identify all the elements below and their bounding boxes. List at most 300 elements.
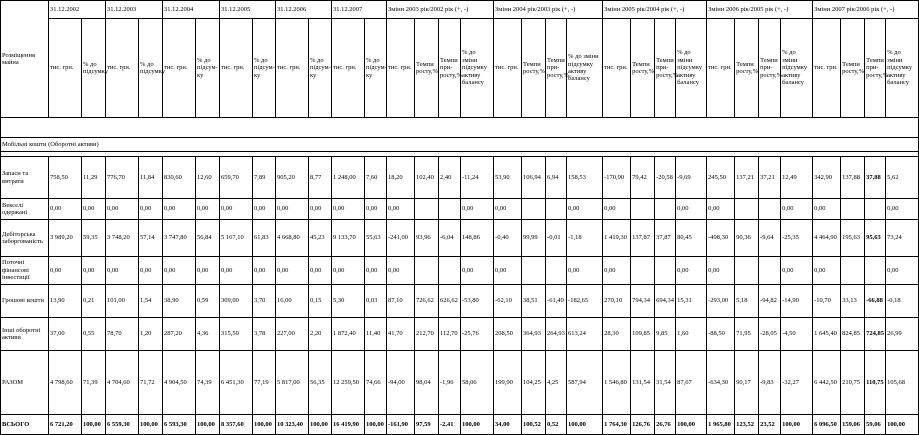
table-cell: 212,70 [415,318,439,351]
table-cell: 0,00 [276,199,309,220]
change-sub-header: Темпи росту,% [735,19,759,118]
table-cell: 0,52 [546,415,567,435]
change-sub-header: тис. грн. [813,19,841,118]
table-cell: 0,00 [494,199,522,220]
year-header-2: 31.12.2003 [106,1,163,19]
table-cell: 0,00 [886,257,919,285]
table-cell: 6 096,50 [813,415,841,435]
table-cell: 71,95 [735,318,759,351]
table-cell: 6 721,20 [49,415,82,435]
table-cell: 57,14 [139,220,163,257]
table-cell: 0,00 [567,257,603,285]
table-cell: -62,10 [494,285,522,318]
table-cell: 3 748,20 [106,220,139,257]
table-row [1,351,919,415]
year-sub-amount: тис. грн. [332,19,365,118]
table-cell: 97,59 [415,415,439,435]
table-cell: 364,93 [522,318,546,351]
row-label: Поточні фінансові інвестиції [1,257,49,285]
table-cell: 126,76 [631,415,655,435]
table-cell: 726,62 [415,285,439,318]
table-cell: 123,52 [735,415,759,435]
table-cell: 0,00 [309,257,332,285]
table-cell: 59,35 [82,220,106,257]
table-cell: -1,96 [439,351,461,415]
change-sub-header: Темпи при-росту,% [546,19,567,118]
year-header-1: 31.12.2002 [49,1,106,19]
table-cell: 587,94 [567,351,603,415]
table-cell: 309,00 [220,285,253,318]
table-cell: 13,90 [49,285,82,318]
table-cell: 0,00 [365,199,387,220]
row-label: Запаси та витрати [1,157,49,199]
table-cell: -0,40 [494,220,522,257]
table-cell [841,257,865,285]
table-cell: 37,21 [759,157,781,199]
table-cell: 0,00 [494,257,522,285]
table-cell [631,199,655,220]
table-cell: -9,64 [759,220,781,257]
year-header-4: 31.12.2005 [220,1,276,19]
table-cell: 626,62 [439,285,461,318]
table-cell: 0,00 [676,257,707,285]
table-cell: 23,52 [759,415,781,435]
table-cell: 5 167,10 [220,220,253,257]
table-cell: 11,29 [82,157,106,199]
table-cell: 110,75 [865,351,886,415]
table-cell: 37,88 [865,157,886,199]
table-cell: 78,70 [106,318,139,351]
table-cell: 0,03 [365,285,387,318]
table-cell: 0,00 [139,257,163,285]
table-cell: 0,00 [603,257,631,285]
table-cell: 0,00 [253,257,276,285]
table-cell: 905,20 [276,157,309,199]
table-cell: 9,85 [655,318,676,351]
table-cell: 148,86 [461,220,494,257]
table-cell: 137,88 [841,157,865,199]
table-row [1,157,919,199]
table-cell: 270,10 [603,285,631,318]
table-cell: 0,00 [813,199,841,220]
table-cell: 98,04 [415,351,439,415]
table-cell: -10,70 [813,285,841,318]
table-cell: -0,18 [886,285,919,318]
table-cell: 0,00 [49,199,82,220]
change-sub-header: Темпи при-росту,% [655,19,676,118]
year-header-3: 31.12.2004 [163,1,220,19]
table-cell: -4,50 [781,318,813,351]
table-cell [865,199,886,220]
table-cell: 7,89 [253,157,276,199]
table-cell [522,257,546,285]
table-cell: 0,00 [707,199,735,220]
year-sub-amount: тис. грн. [106,19,139,118]
table-cell [631,257,655,285]
row-label: Дебіторська заборгованість [1,220,49,257]
table-cell: 100,00 [781,415,813,435]
table-cell: 45,23 [309,220,332,257]
change-header-2: Зміни 2004 рік/2003 рік (+, -) [494,1,603,19]
table-cell: 77,19 [253,351,276,415]
year-header-6: 31.12.2007 [332,1,387,19]
table-cell: 4,25 [546,351,567,415]
table-cell: 0,00 [781,199,813,220]
table-cell: -293,00 [707,285,735,318]
table-cell: 342,90 [813,157,841,199]
table-cell: -28,05 [759,318,781,351]
table-row [1,285,919,318]
table-row [1,220,919,257]
year-sub-amount: тис. грн. [220,19,253,118]
table-cell [735,199,759,220]
table-cell: -1,18 [567,220,603,257]
table-cell: -20,58 [655,157,676,199]
table-cell: 2,20 [309,318,332,351]
table-cell [415,199,439,220]
table-cell: 5,30 [332,285,365,318]
table-cell: 159,06 [841,415,865,435]
table-cell: -9,69 [676,157,707,199]
table-cell: 0,00 [387,199,415,220]
table-cell: 99,99 [522,220,546,257]
table-cell: 0,00 [365,257,387,285]
table-cell: 8 357,60 [220,415,253,435]
table-cell: -161,90 [387,415,415,435]
table-cell: 694,34 [655,285,676,318]
year-sub-amount: тис. грн. [276,19,309,118]
year-sub-percent: % до підсум-ку [253,19,276,118]
table-cell: 100,00 [82,415,106,435]
table-cell: -498,30 [707,220,735,257]
table-cell: 38,90 [163,285,196,318]
table-cell: 106,94 [522,157,546,199]
table-cell: 100,00 [309,415,332,435]
table-cell: 6 559,30 [106,415,139,435]
table-cell: -32,27 [781,351,813,415]
table-cell: 100,00 [567,415,603,435]
table-cell: 11,84 [139,157,163,199]
year-sub-percent: % до підсум-ку [196,19,220,118]
table-cell: 37,00 [49,318,82,351]
table-cell: 11,40 [365,318,387,351]
year-sub-percent: % до підсумку [82,19,106,118]
change-sub-header: % до зміни підсумку активу балансу [567,19,603,118]
table-cell: -25,35 [781,220,813,257]
header-spacer-row [1,118,919,138]
change-sub-header: % до зміни підсумку активу балансу [676,19,707,118]
table-cell: -25,76 [461,318,494,351]
table-cell: 0,15 [309,285,332,318]
table-cell [546,257,567,285]
table-cell [546,199,567,220]
change-sub-header: тис. грн. [707,19,735,118]
table-cell: 105,68 [886,351,919,415]
table-cell: -634,30 [707,351,735,415]
table-cell: 18,20 [387,157,415,199]
table-cell [522,199,546,220]
table-cell: 158,53 [567,157,603,199]
change-sub-header: тис. грн. [494,19,522,118]
table-cell: 100,00 [139,415,163,435]
table-cell: 0,00 [163,257,196,285]
year-sub-percent: % до підсумку [139,19,163,118]
table-cell: 26,99 [886,318,919,351]
table-cell: -0,01 [546,220,567,257]
table-cell: 4 704,60 [106,351,139,415]
table-cell: 1,20 [139,318,163,351]
table-cell: 109,85 [631,318,655,351]
table-cell: 613,24 [567,318,603,351]
table-cell: 16,00 [276,285,309,318]
table-cell: 0,00 [49,257,82,285]
section-title-current-assets: Мобільні кошти (Оборотні активи) [1,138,919,152]
change-sub-header: Темпи росту,% [841,19,865,118]
table-cell: 87,67 [676,351,707,415]
row-label: Грошові кошти [1,285,49,318]
table-cell: 100,00 [886,415,919,435]
table-cell: 71,72 [139,351,163,415]
table-cell: 0,00 [276,257,309,285]
table-cell: 4 798,60 [49,351,82,415]
table-cell: 1 872,40 [332,318,365,351]
table-cell: 7,60 [365,157,387,199]
table-cell: -94,00 [387,351,415,415]
table-cell: 245,50 [707,157,735,199]
table-cell: 10 323,40 [276,415,309,435]
table-cell: 0,00 [220,257,253,285]
table-cell: -182,65 [567,285,603,318]
table-cell: 58,06 [461,351,494,415]
table-cell: 112,70 [439,318,461,351]
table-cell: 87,10 [387,285,415,318]
table-cell: 659,70 [220,157,253,199]
table-cell: 6 442,50 [813,351,841,415]
table-cell: 1 764,30 [603,415,631,435]
change-sub-header: % до зміни підсумку активу балансу [886,19,919,118]
change-sub-header: тис. грн. [387,19,415,118]
table-cell: 5,18 [735,285,759,318]
table-cell: 0,00 [781,257,813,285]
change-sub-header: тис. грн. [603,19,631,118]
table-cell: 0,59 [196,285,220,318]
table-cell [759,257,781,285]
table-cell: 100,00 [196,415,220,435]
table-cell: 210,75 [841,351,865,415]
table-cell: 100,00 [253,415,276,435]
table-cell: 95,63 [865,220,886,257]
table-cell: -94,82 [759,285,781,318]
table-cell: -11,24 [461,157,494,199]
table-cell: 0,00 [886,199,919,220]
table-cell: 56,35 [309,351,332,415]
table-cell: 1 419,30 [603,220,631,257]
table-cell: 15,31 [676,285,707,318]
change-sub-header: Темпи при-росту,% [865,19,886,118]
table-cell: 199,90 [494,351,522,415]
table-cell: 0,00 [106,257,139,285]
row-label: РАЗОМ [1,351,49,415]
table-cell: 1,54 [139,285,163,318]
table-cell: 0,00 [220,199,253,220]
change-sub-header: Темпи при-росту,% [439,19,461,118]
row-label: Векселі одержані [1,199,49,220]
table-cell: 6,94 [546,157,567,199]
table-cell: -241,00 [387,220,415,257]
change-sub-header: Темпи росту,% [631,19,655,118]
table-cell: 12,60 [196,157,220,199]
table-row [1,199,919,220]
change-sub-header: Темпи росту,% [415,19,439,118]
table-cell: 830,60 [163,157,196,199]
table-cell: 0,21 [82,285,106,318]
table-cell: -14,90 [781,285,813,318]
table-cell: -88,50 [707,318,735,351]
table-cell: 0,00 [106,199,139,220]
table-cell: 0,55 [82,318,106,351]
table-cell: 0,00 [461,199,494,220]
table-cell: 37,87 [655,220,676,257]
table-cell: 776,70 [106,157,139,199]
table-cell [415,257,439,285]
table-cell: 31,54 [655,351,676,415]
year-header-5: 31.12.2006 [276,1,332,19]
table-cell: 104,25 [522,351,546,415]
table-cell [439,199,461,220]
table-cell: 0,00 [196,199,220,220]
table-cell: 56,84 [196,220,220,257]
table-cell: 2,40 [439,157,461,199]
table-cell: -61,49 [546,285,567,318]
table-cell: 41,70 [387,318,415,351]
table-cell: 4 464,90 [813,220,841,257]
year-sub-amount: тис. грн. [49,19,82,118]
table-cell: 0,00 [253,199,276,220]
table-cell: 0,00 [603,199,631,220]
table-cell: 0,00 [707,257,735,285]
table-cell: 227,00 [276,318,309,351]
table-cell: 0,00 [163,199,196,220]
table-cell: 0,00 [332,199,365,220]
table-cell: 12 259,50 [332,351,365,415]
change-header-3: Зміни 2005 рік/2004 рік (+, -) [603,1,707,19]
row-label: Інші оборотні активи [1,318,49,351]
table-cell: 137,21 [735,157,759,199]
table-cell: 4,36 [196,318,220,351]
year-sub-amount: тис. грн. [163,19,196,118]
table-cell: 0,00 [676,199,707,220]
table-cell: 0,00 [813,257,841,285]
table-cell: 0,00 [196,257,220,285]
table-cell [439,257,461,285]
table-cell: 0,00 [309,199,332,220]
row-label: ВСЬОГО [1,415,49,435]
table-cell: 758,50 [49,157,82,199]
table-cell: 264,93 [546,318,567,351]
table-cell: -53,80 [461,285,494,318]
change-header-5: Зміни 2007 рік/2006 рік (+, -) [813,1,919,19]
table-cell: 90,17 [735,351,759,415]
table-cell: 34,00 [494,415,522,435]
table-cell: 0,00 [567,199,603,220]
table-cell: 137,87 [631,220,655,257]
table-cell: 824,85 [841,318,865,351]
change-sub-header: Темпи росту,% [522,19,546,118]
table-cell: 794,34 [631,285,655,318]
table-cell: 0,00 [461,257,494,285]
table-cell: 26,76 [655,415,676,435]
table-cell: 8,77 [309,157,332,199]
table-cell: 53,90 [494,157,522,199]
table-cell: 102,40 [415,157,439,199]
table-cell: 61,83 [253,220,276,257]
table-cell: 74,39 [196,351,220,415]
table-cell [735,257,759,285]
change-header-1: Зміни 2003 рік/2002 рік (+, -) [387,1,494,19]
table-cell: 3 747,80 [163,220,196,257]
table-cell: 1 645,40 [813,318,841,351]
table-cell: 28,30 [603,318,631,351]
table-cell: 71,39 [82,351,106,415]
table-cell: 3 989,20 [49,220,82,257]
row-header-cell: Розміщення майна [1,1,49,118]
table-cell: 100,52 [522,415,546,435]
change-header-4: Зміни 2006 рік/2005 рік (+, -) [707,1,813,19]
table-cell: 1 546,80 [603,351,631,415]
table-cell: 5,62 [886,157,919,199]
table-cell: 1 965,80 [707,415,735,435]
year-sub-percent: % до підсум-ку [365,19,387,118]
table-cell: 0,00 [332,257,365,285]
table-cell: 4 668,80 [276,220,309,257]
table-cell: 55,63 [365,220,387,257]
table-cell: 0,00 [387,257,415,285]
table-cell: 6 593,30 [163,415,196,435]
year-sub-percent: % до підсум-ку [309,19,332,118]
table-cell: 33,13 [841,285,865,318]
table-row [1,257,919,285]
table-cell: -66,88 [865,285,886,318]
table-cell: 1 248,00 [332,157,365,199]
table-cell: 6 451,30 [220,351,253,415]
table-cell: -9,83 [759,351,781,415]
table-cell: 287,20 [163,318,196,351]
table-cell: 4 904,50 [163,351,196,415]
table-cell: -6,04 [439,220,461,257]
table-cell: -170,90 [603,157,631,199]
table-cell: 73,24 [886,220,919,257]
table-cell: 208,50 [494,318,522,351]
table-cell: 90,36 [735,220,759,257]
table-cell [841,199,865,220]
table-cell: 93,96 [415,220,439,257]
table-cell: 5 817,00 [276,351,309,415]
change-sub-header: % до зміни підсумку активу балансу [781,19,813,118]
table-row [1,318,919,351]
table-cell [655,199,676,220]
table-cell: 59,06 [865,415,886,435]
table-cell: 80,45 [676,220,707,257]
table-cell: 3,70 [253,285,276,318]
table-cell: 195,63 [841,220,865,257]
table-cell: -2,41 [439,415,461,435]
table-cell: 724,85 [865,318,886,351]
table-cell: 315,50 [220,318,253,351]
table-cell: 74,66 [365,351,387,415]
table-cell: 9 133,70 [332,220,365,257]
table-cell: 38,51 [522,285,546,318]
table-cell: 131,54 [631,351,655,415]
